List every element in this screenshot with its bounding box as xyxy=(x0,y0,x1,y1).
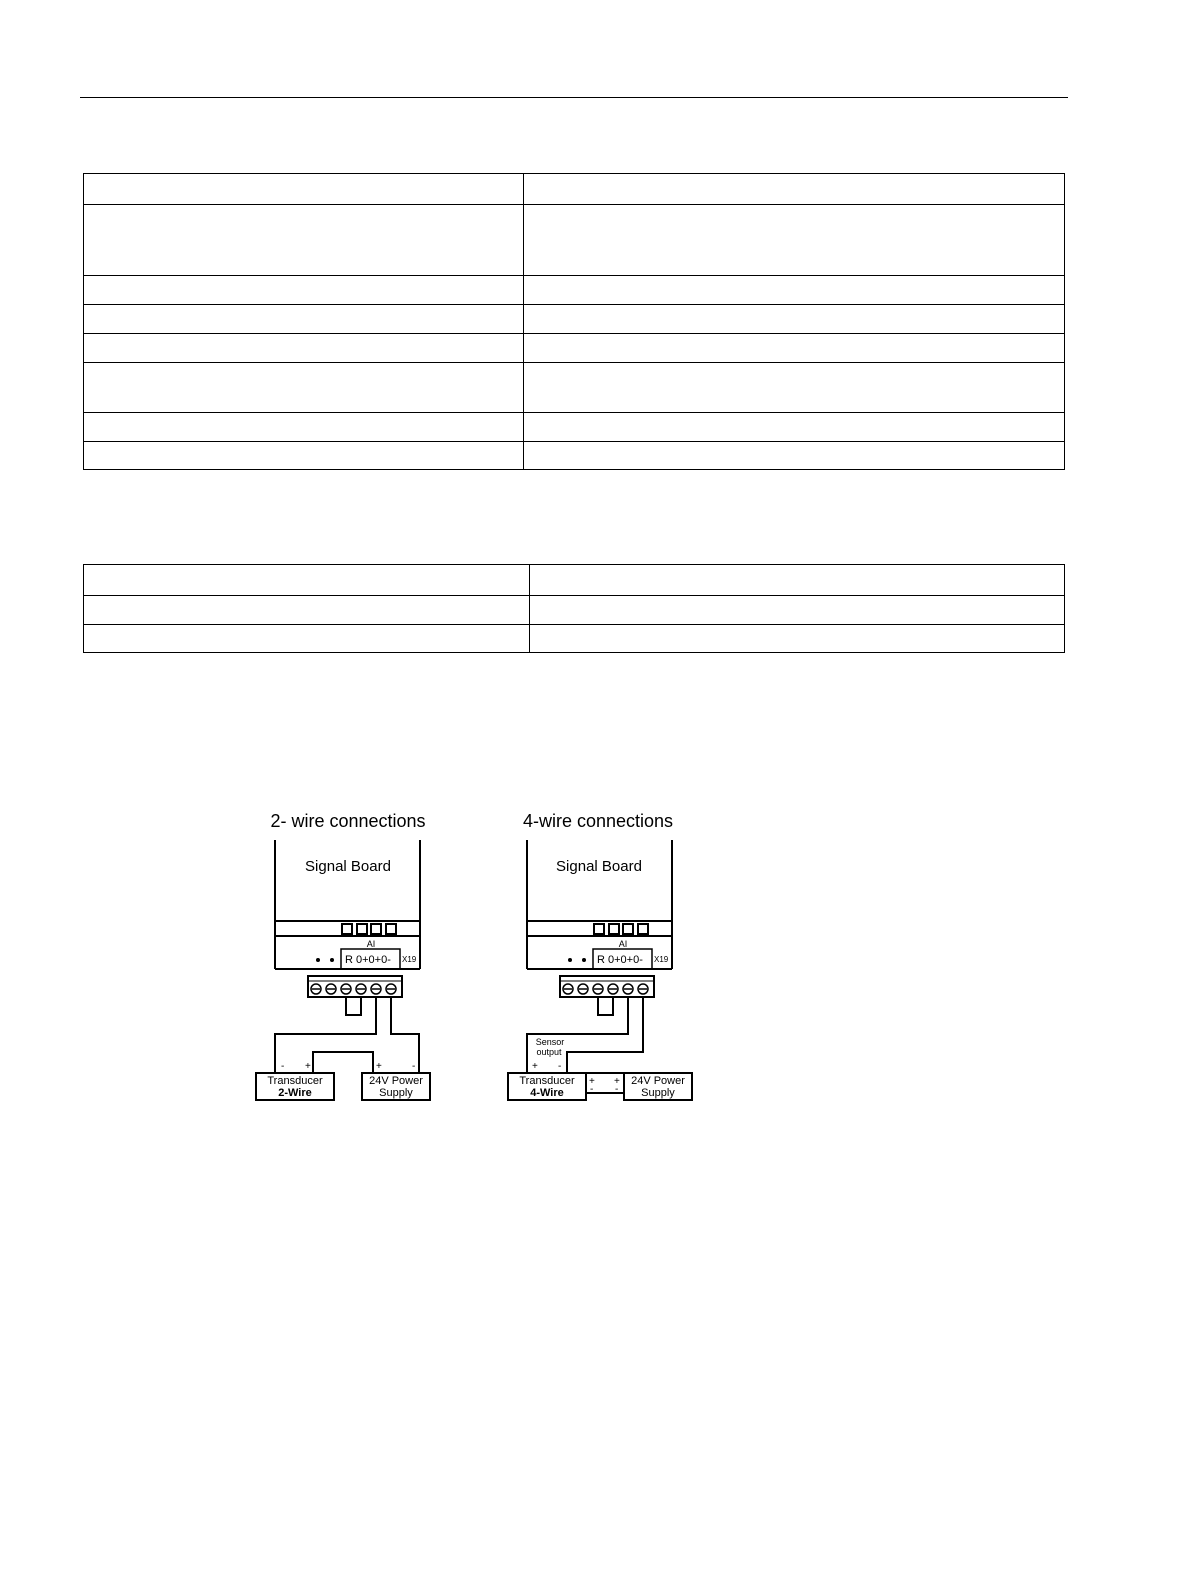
table-cell xyxy=(84,363,524,413)
two-wire-ai-label: AI xyxy=(366,939,376,949)
table-row xyxy=(84,625,1065,653)
two-wire-board-label: Signal Board xyxy=(305,858,391,875)
power-supply-label: 24V Power xyxy=(369,1075,423,1087)
table-cell xyxy=(524,205,1065,276)
power-supply-label-2: Supply xyxy=(641,1087,675,1099)
two-wire-title: 2- wire connections xyxy=(270,811,426,831)
dot-icon xyxy=(330,958,334,962)
table-cell xyxy=(84,442,524,470)
plus-label: + xyxy=(532,1061,538,1072)
table-row xyxy=(84,276,1065,305)
minus-label: - xyxy=(558,1061,562,1072)
table-cell xyxy=(524,276,1065,305)
spec-table-1 xyxy=(83,173,1065,470)
dot-icon xyxy=(316,958,320,962)
table-cell xyxy=(84,276,524,305)
table-row xyxy=(84,205,1065,276)
table-cell xyxy=(524,305,1065,334)
two-wire-connector-label: X19 xyxy=(402,955,417,964)
table-cell xyxy=(84,596,530,625)
table-cell xyxy=(84,413,524,442)
table-row xyxy=(84,334,1065,363)
table-cell xyxy=(84,174,524,205)
table-cell xyxy=(84,305,524,334)
four-wire-terminal-labels: R 0+0+0- xyxy=(597,954,643,966)
four-wire-connector-label: X19 xyxy=(654,955,669,964)
table-row xyxy=(84,413,1065,442)
table-row xyxy=(84,442,1065,470)
table-cell xyxy=(524,413,1065,442)
table-cell xyxy=(524,363,1065,413)
four-wire-title: 4-wire connections xyxy=(522,811,674,831)
minus-label: - xyxy=(281,1061,285,1072)
transducer-label: Transducer xyxy=(267,1075,323,1087)
two-wire-diagram xyxy=(256,811,430,1100)
table-cell xyxy=(530,596,1065,625)
plus-label: + xyxy=(305,1061,311,1072)
screw-terminal-icons xyxy=(563,984,648,994)
power-supply-label: 24V Power xyxy=(631,1075,685,1087)
table-cell xyxy=(84,625,530,653)
plus-label: + xyxy=(614,1076,620,1087)
plus-label: + xyxy=(376,1061,382,1072)
wiring-diagram xyxy=(250,800,710,1110)
dot-icon xyxy=(568,958,572,962)
four-wire-board-label: Signal Board xyxy=(556,858,642,875)
plus-label: + xyxy=(589,1076,595,1087)
table-cell xyxy=(530,625,1065,653)
transducer-label: Transducer xyxy=(519,1075,575,1087)
screw-terminal-icons xyxy=(311,984,396,994)
table-row xyxy=(84,596,1065,625)
power-supply-label-2: Supply xyxy=(379,1087,413,1099)
table-cell xyxy=(84,565,530,596)
table-cell xyxy=(524,174,1065,205)
minus-label: - xyxy=(412,1061,416,1072)
table-row xyxy=(84,363,1065,413)
table-row xyxy=(84,174,1065,205)
minus-label: - xyxy=(590,1084,594,1095)
sensor-output-label-2: output xyxy=(536,1047,562,1057)
four-wire-ai-label: AI xyxy=(618,939,628,949)
four-wire-diagram xyxy=(508,811,692,1100)
header-rule xyxy=(80,97,1068,98)
table-cell xyxy=(524,334,1065,363)
table-row xyxy=(84,565,1065,596)
table-cell xyxy=(530,565,1065,596)
two-wire-terminal-labels: R 0+0+0- xyxy=(345,954,391,966)
minus-label: - xyxy=(615,1084,619,1095)
sensor-output-label: Sensor xyxy=(535,1037,565,1047)
transducer-type-label: 4-Wire xyxy=(530,1087,564,1099)
transducer-type-label: 2-Wire xyxy=(278,1087,312,1099)
table-cell xyxy=(84,205,524,276)
table-row xyxy=(84,305,1065,334)
table-cell xyxy=(84,334,524,363)
dot-icon xyxy=(582,958,586,962)
spec-table-2 xyxy=(83,564,1065,653)
table-cell xyxy=(524,442,1065,470)
